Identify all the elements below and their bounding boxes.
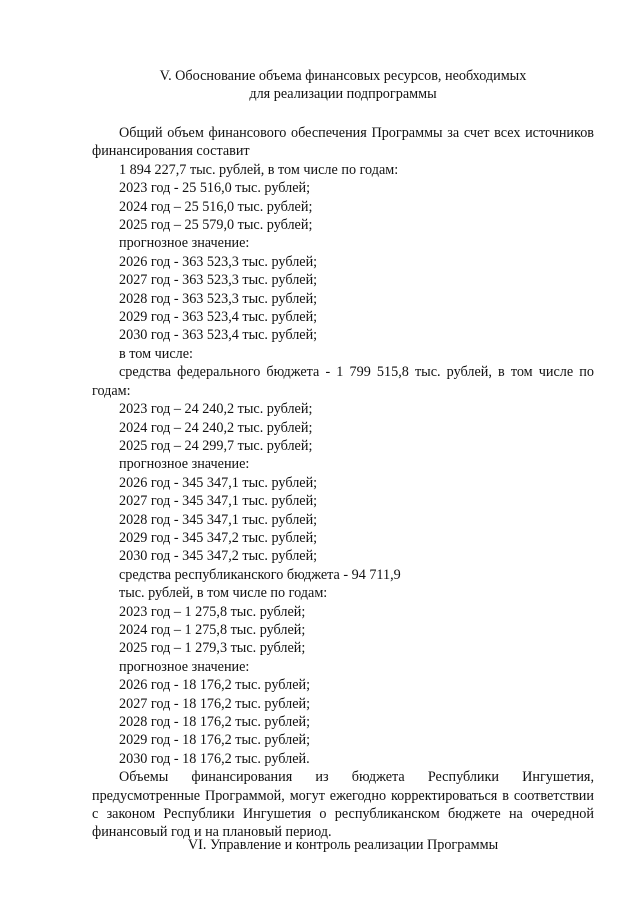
total-forecast-label: прогнозное значение: [119,235,250,252]
section-5-heading [92,67,594,103]
republic-forecast-item: 2030 год - 18 176,2 тыс. рублей. [119,750,310,767]
section-5-body [92,124,594,842]
including-label: в том числе: [119,345,193,362]
republic-year-item: 2023 год – 1 275,8 тыс. рублей; [119,603,306,620]
federal-forecast-item: 2027 год - 345 347,1 тыс. рублей; [119,493,318,510]
total-year-item: 2025 год – 25 579,0 тыс. рублей; [119,217,313,234]
republic-forecast-item: 2027 год - 18 176,2 тыс. рублей; [119,695,311,712]
total-amount: 1 894 227,7 тыс. рублей, в том числе по годам: [119,161,399,178]
republic-year-item: 2024 год – 1 275,8 тыс. рублей; [119,621,306,638]
section-5-title-line-2: для реализации подпрограммы [249,86,437,102]
federal-year-item: 2024 год – 24 240,2 тыс. рублей; [119,419,313,436]
federal-forecast-item: 2030 год - 345 347,2 тыс. рублей; [119,548,318,565]
section-6-heading [92,836,594,854]
total-forecast-item: 2026 год - 363 523,3 тыс. рублей; [119,253,318,270]
closing-paragraph: Объемы финансирования из бюджета Республики Ингушетия, предусмотренные Программой, могут ежегодно корректироваться в соответствии с законом Республики Ингушетия о республиканском бюджете на очередной финансовый год и на плановый период. [92,769,594,841]
federal-forecast-label: прогнозное значение: [119,456,250,473]
republic-forecast-label: прогнозное значение: [119,658,250,675]
total-forecast-item: 2029 год - 363 523,4 тыс. рублей; [119,309,318,326]
republic-budget-line-1: средства республиканского бюджета - 94 711,9 [119,566,401,583]
section-6-title: VI. Управление и контроль реализации Программы [187,837,499,853]
republic-forecast-item: 2028 год - 18 176,2 тыс. рублей; [119,714,311,730]
total-year-item: 2023 год - 25 516,0 тыс. рублей; [119,180,311,197]
intro-paragraph: Общий объем финансового обеспечения Программы за счет всех источников финансирования составит [92,125,594,160]
federal-year-item: 2025 год – 24 299,7 тыс. рублей; [119,437,313,454]
total-forecast-item: 2030 год - 363 523,4 тыс. рублей; [119,327,318,344]
republic-year-item: 2025 год – 1 279,3 тыс. рублей; [119,640,306,657]
section-5-title-line-1: V. Обоснование объема финансовых ресурсов, необходимых [159,68,527,84]
federal-forecast-item: 2028 год - 345 347,1 тыс. рублей; [119,511,318,528]
federal-budget-paragraph: средства федерального бюджета - 1 799 515,8 тыс. рублей, в том числе по годам: [92,364,594,399]
federal-forecast-item: 2029 год - 345 347,2 тыс. рублей; [119,529,318,546]
republic-forecast-item: 2026 год - 18 176,2 тыс. рублей; [119,677,311,694]
federal-forecast-item: 2026 год - 345 347,1 тыс. рублей; [119,474,318,491]
federal-year-item: 2023 год – 24 240,2 тыс. рублей; [119,401,313,418]
republic-forecast-item: 2029 год - 18 176,2 тыс. рублей; [119,732,311,749]
republic-budget-line-2: тыс. рублей, в том числе по годам: [119,585,328,602]
total-forecast-item: 2028 год - 363 523,3 тыс. рублей; [119,290,318,307]
total-forecast-item: 2027 год - 363 523,3 тыс. рублей; [119,272,318,289]
total-year-item: 2024 год – 25 516,0 тыс. рублей; [119,198,313,215]
